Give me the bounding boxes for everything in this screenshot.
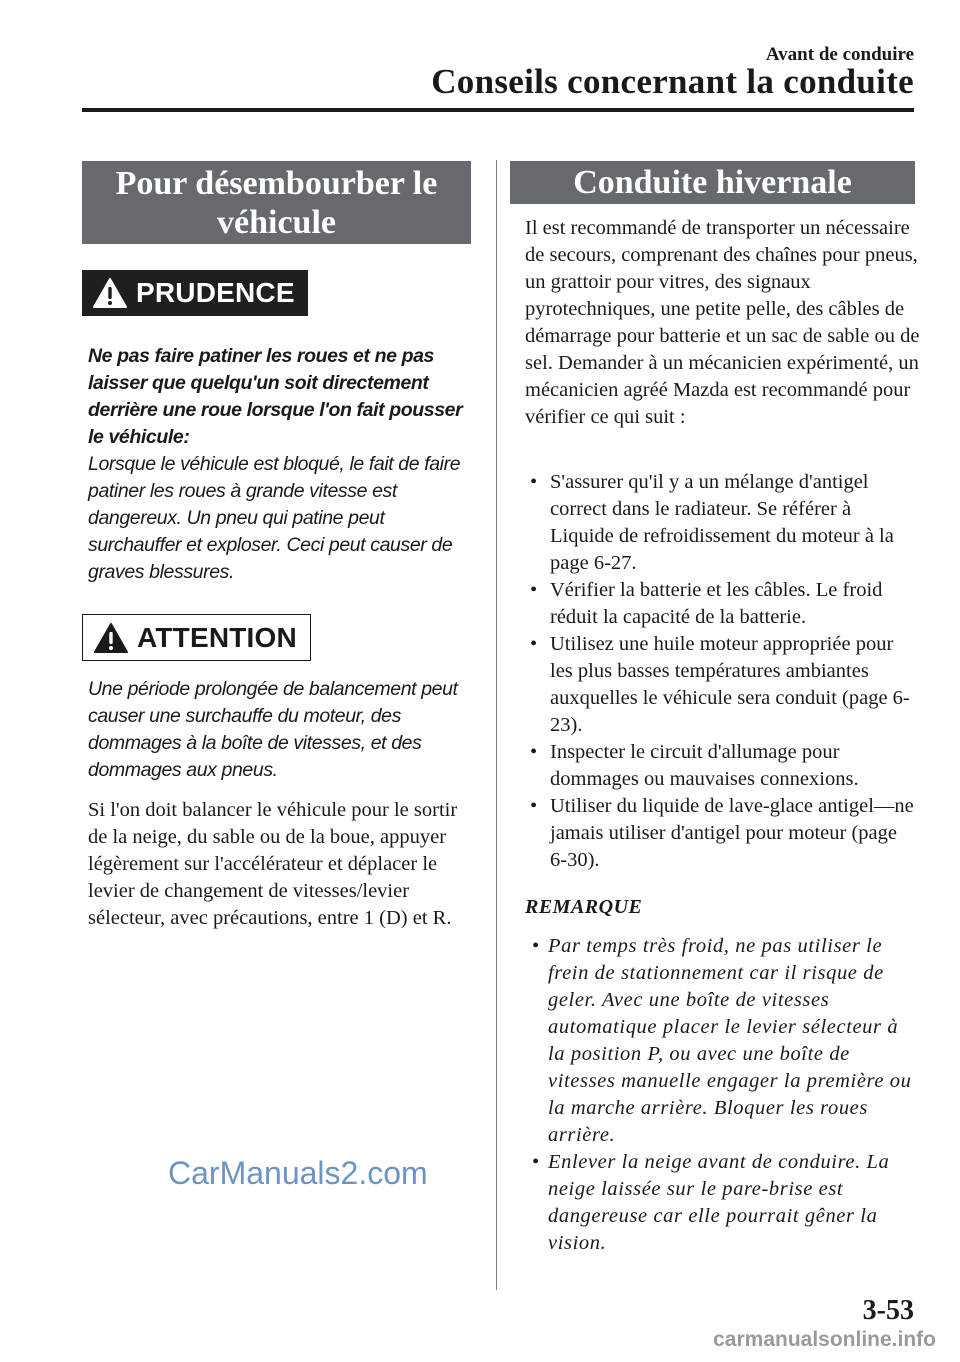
- right-section-title: Conduite hivernale: [510, 161, 915, 204]
- watermark: CarManuals2.com: [168, 1155, 428, 1191]
- section-title: Avant de conduire: [765, 44, 914, 65]
- list-item: • Utiliser du liquide de lave-glace antigel—ne jamais utiliser d'antigel pour moteur (page 6-30).: [530, 795, 914, 871]
- left-section-title: Pour désembourber le véhicule: [82, 161, 471, 244]
- attention-box: [82, 614, 311, 661]
- warning-icon: [92, 277, 128, 309]
- page-number: 3-53: [862, 1295, 914, 1326]
- prudence-text: [88, 343, 480, 586]
- chapter-title: Conseils concernant la conduite: [431, 62, 914, 101]
- winter-intro: Il est recommandé de transporter un nécessaire de secours, comprenant des chaînes pour pneus, un grattoir pour vitres, des signaux pyrotechniques, une petite pelle, des câbles de démarrage pour batterie et un sac de sable ou de sel. Demander à un mécanicien expérimenté, un mécanicien agréé Mazda est recommandé pour vérifier ce qui suit :: [525, 217, 920, 428]
- remarque-heading: REMARQUE: [525, 896, 643, 918]
- prudence-label: PRUDENCE: [136, 277, 295, 308]
- attention-label: ATTENTION: [137, 621, 297, 653]
- list-item: • S'assurer qu'il y a un mélange d'antigel correct dans le radiateur. Se référer à Liquide de refroidissement du moteur à la page 6-27.: [530, 471, 894, 574]
- list-item: • Par temps très froid, ne pas utiliser le frein de stationnement car il risque de geler. Avec une boîte de vitesses automatique placer le levier sélecteur à la position P, ou avec une boîte de vitesses manuelle engager la première ou la marche arrière. Bloquer les roues arrière.: [532, 935, 912, 1146]
- list-item: • Utilisez une huile moteur appropriée pour les plus basses températures ambiantes auxquelles le véhicule sera conduit (page 6-23).: [530, 633, 910, 736]
- prudence-box: [82, 270, 308, 316]
- column-divider: [496, 160, 497, 1290]
- header-rule: [82, 108, 914, 112]
- list-item: • Inspecter le circuit d'allumage pour dommages ou mauvaises connexions.: [530, 741, 859, 790]
- prudence-bold-text: Ne pas faire patiner les roues et ne pas laisser que quelqu'un soit directement derrière une roue lorsque l'on fait pousser le véhicule:: [88, 345, 463, 448]
- attention-text: Une période prolongée de balancement peut causer une surchauffe du moteur, des dommages à la boîte de vitesses, et des dommages aux pneus.: [88, 678, 458, 781]
- prudence-body-text: Lorsque le véhicule est bloqué, le fait de faire patiner les roues à grande vitesse est dangereux. Un pneu qui patine peut surchauffer et exploser. Ceci peut causer de graves blessures.: [88, 453, 461, 583]
- warning-icon: [93, 622, 129, 654]
- winter-checklist: [530, 469, 918, 874]
- list-item: • Vérifier la batterie et les câbles. Le froid réduit la capacité de la batterie.: [530, 579, 883, 628]
- list-item: • Enlever la neige avant de conduire. La neige laissée sur le pare-brise est dangereuse car elle pourrait gêner la vision.: [532, 1151, 890, 1254]
- remarque-notes: [530, 933, 915, 1257]
- left-paragraph: Si l'on doit balancer le véhicule pour le sortir de la neige, du sable ou de la boue, appuyer légèrement sur l'accélérateur et déplacer le levier de changement de vitesses/levier sélecteur, avec précautions, entre 1 (D) et R.: [88, 799, 458, 929]
- site-watermark: carmanualsonline.info: [713, 1328, 936, 1351]
